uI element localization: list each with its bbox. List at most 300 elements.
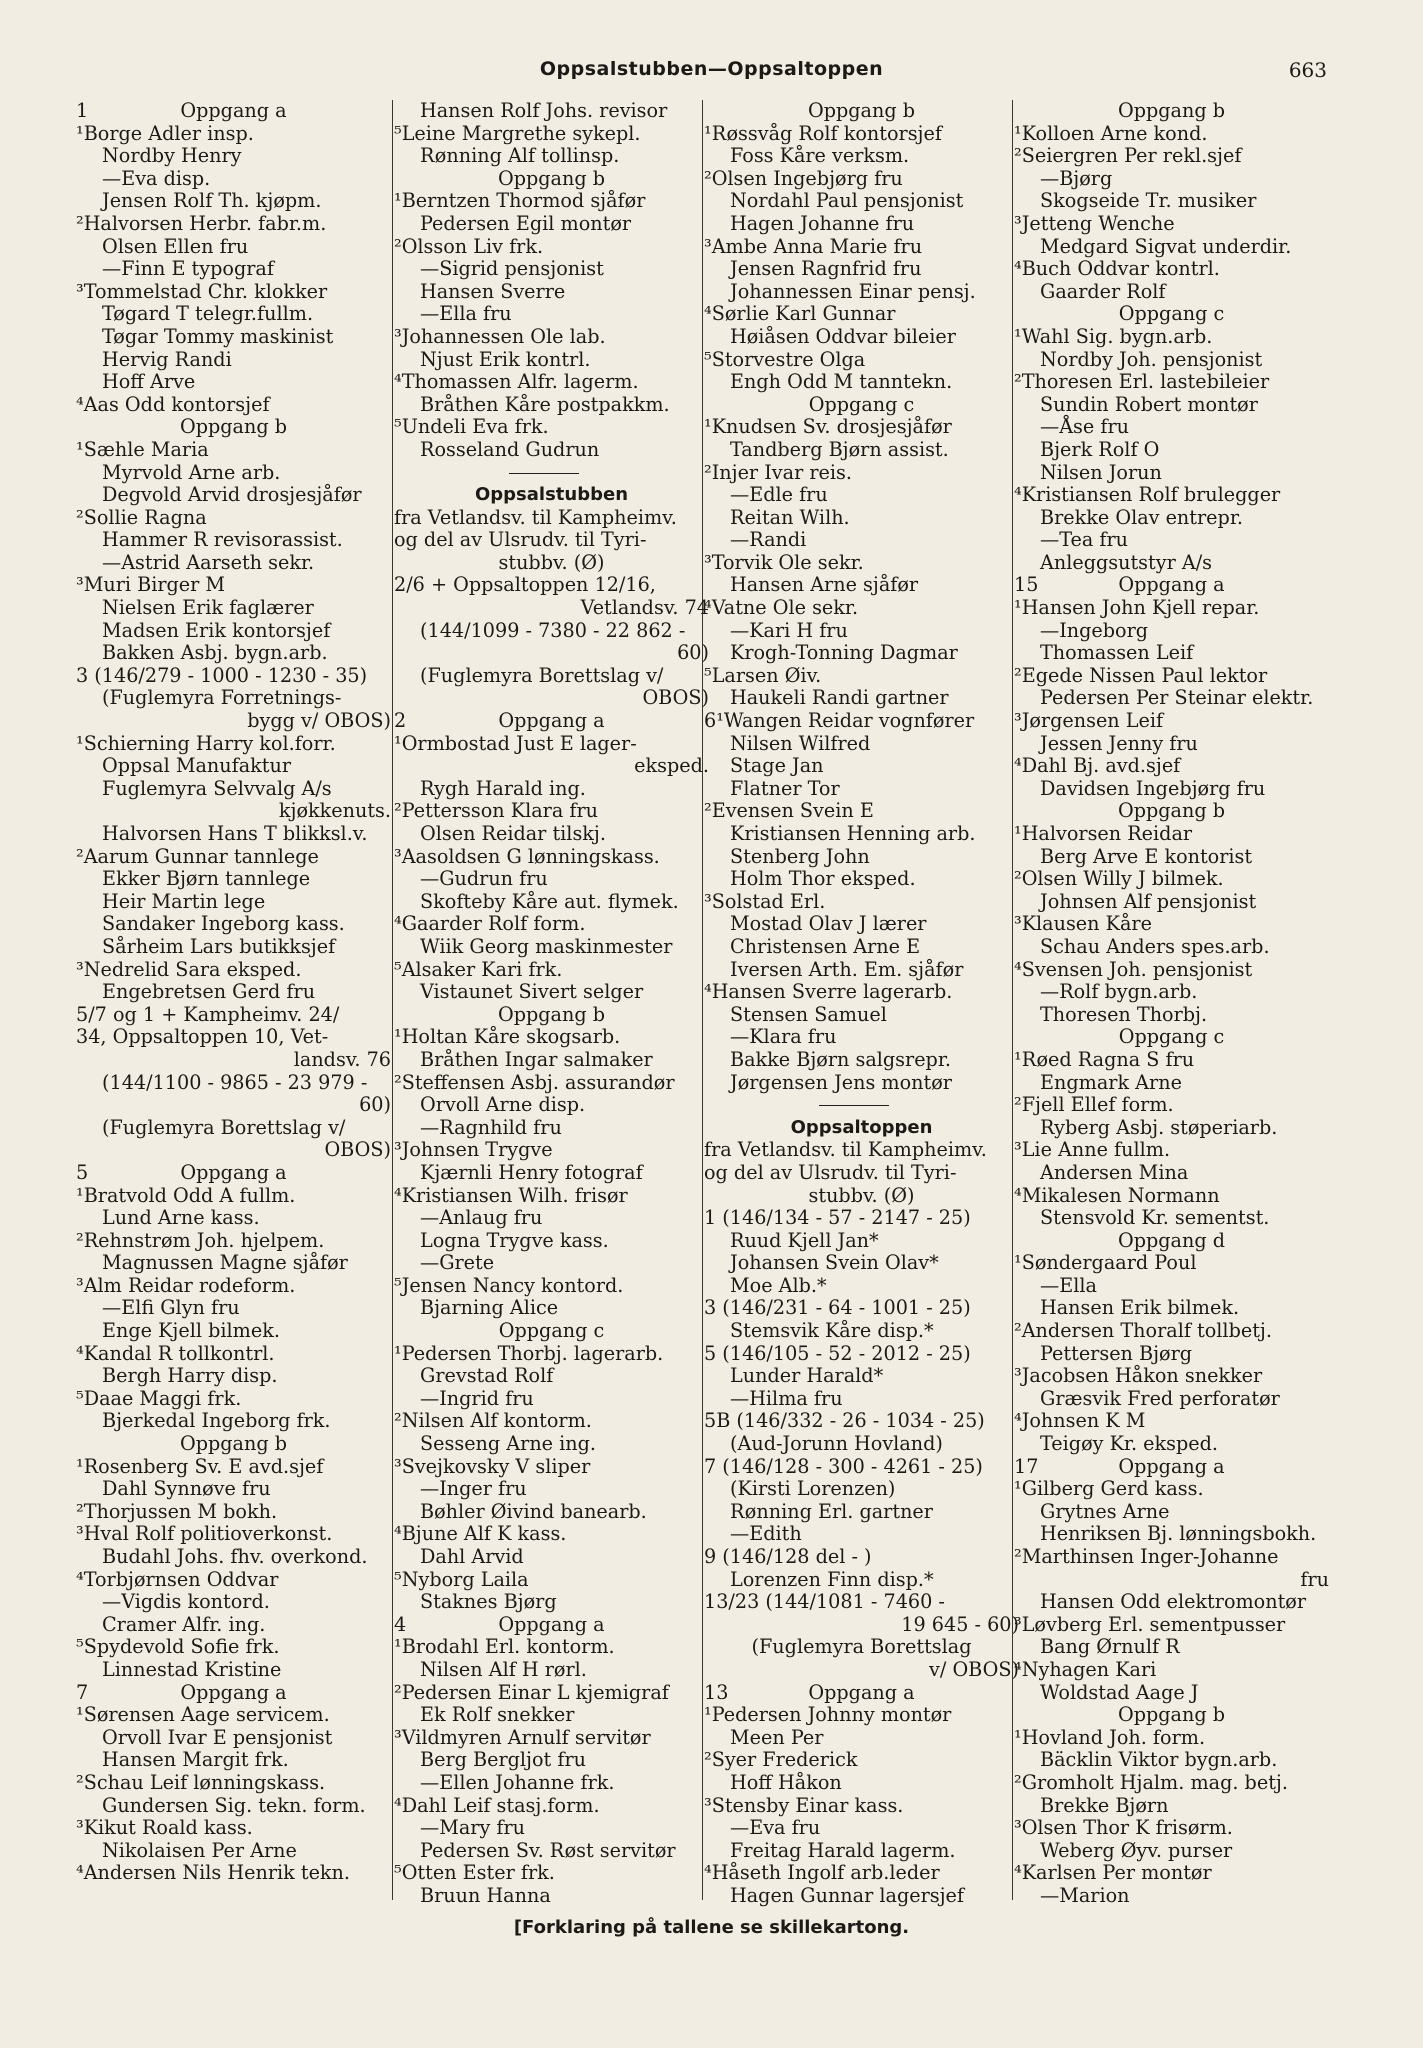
entrance-heading: Oppgang b (497, 166, 606, 190)
directory-entry: ³Stensby Einar kass. (704, 1793, 904, 1817)
directory-entry: Bråthen Ingar salmaker (420, 1047, 653, 1071)
directory-entry: Freitag Harald lagerm. (730, 1838, 956, 1862)
directory-entry: Tøgard T telegr.fullm. (102, 302, 314, 326)
directory-entry: ¹Røssvåg Rolf kontorsjef (704, 121, 942, 145)
directory-column-1 (76, 100, 391, 1900)
directory-entry: ²Olsen Ingebjørg fru (704, 166, 903, 190)
directory-entry: ⁴Hansen Sverre lagerarb. (704, 980, 953, 1004)
house-entrance-heading: 2 Oppgang a (394, 709, 605, 733)
entrance-heading: Oppgang b (807, 99, 916, 122)
directory-entry: ³Ambe Anna Marie fru (704, 234, 923, 258)
directory-entry: Rønning Erl. gartner (730, 1499, 933, 1523)
directory-entry: ³Johannessen Ole lab. (394, 324, 606, 348)
directory-entry: ⁵Jensen Nancy kontord. (394, 1273, 624, 1297)
directory-entry: ²Fjell Ellef form. (1014, 1093, 1174, 1117)
directory-entry: Pedersen Per Steinar elektr. (1040, 686, 1314, 710)
directory-entry: ⁵Alsaker Kari frk. (394, 957, 563, 981)
directory-entry: ¹Holtan Kåre skogsarb. (394, 1025, 621, 1049)
directory-entry: ²Thoresen Erl. lastebileier (1014, 370, 1270, 394)
directory-entry: ³Lie Anne fullm. (1014, 1138, 1171, 1162)
directory-entry: Logna Trygve kass. (420, 1228, 609, 1252)
directory-entry: —Grete (420, 1251, 495, 1275)
entrance-heading: Oppgang b (497, 1002, 606, 1026)
directory-entry: Hansen Odd elektromontør (1040, 1590, 1307, 1614)
directory-entry: ³Hval Rolf politioverkonst. (76, 1522, 333, 1546)
directory-entry: ⁴Thomassen Alfr. lagerm. (394, 370, 639, 394)
directory-entry: Woldstad Aage J (1040, 1680, 1199, 1704)
directory-entry: 5 (146/105 - 52 - 2012 - 25) (704, 1341, 971, 1365)
directory-entry: ²Aarum Gunnar tannlege (76, 844, 319, 868)
directory-entry: Bäcklin Viktor bygn.arb. (1040, 1748, 1278, 1772)
directory-entry: Anleggsutstyr A/s (1040, 550, 1213, 574)
directory-entry: Brekke Bjørn (1040, 1793, 1169, 1817)
directory-entry: ³Vildmyren Arnulf servitør (394, 1725, 651, 1749)
directory-entry: ³Jetteng Wenche (1014, 211, 1175, 235)
directory-entry: —Finn E typograf (102, 257, 274, 281)
directory-entry: Bakken Asbj. bygn.arb. (102, 641, 328, 665)
running-head: Oppsalstubben—Oppsaltoppen (539, 58, 884, 80)
directory-entry: ¹Schierning Harry kol.forr. (76, 731, 336, 755)
continuation-line: fru (1300, 1567, 1329, 1591)
directory-entry: ¹Røed Ragna S fru (1014, 1047, 1195, 1071)
directory-entry: ⁵Leine Margrethe sykepl. (394, 121, 641, 145)
directory-entry: ⁴Sørlie Karl Gunnar (704, 302, 896, 326)
directory-entry: ⁴Mikalesen Normann (1014, 1183, 1220, 1207)
directory-entry: Pedersen Sv. Røst servitør (420, 1838, 676, 1862)
street-heading: Oppsalstubben (474, 484, 629, 506)
directory-entry: ³Klausen Kåre (1014, 912, 1152, 936)
directory-entry: —Elfi Glyn fru (102, 1296, 240, 1320)
directory-entry: Iversen Arth. Em. sjåfør (730, 957, 964, 981)
directory-entry: Dahl Synnøve fru (102, 1477, 271, 1501)
directory-entry: Hagen Gunnar lagersjef (730, 1883, 965, 1907)
directory-entry: Nordby Joh. pensjonist (1040, 347, 1263, 371)
directory-entry: ¹Hansen John Kjell repar. (1014, 596, 1260, 620)
directory-entry: ⁴Håseth Ingolf arb.leder (704, 1861, 940, 1885)
directory-entry: —Ella fru (420, 302, 512, 326)
directory-entry: ¹Sørensen Aage servicem. (76, 1703, 330, 1727)
house-entrance-heading: 15 Oppgang a (1014, 573, 1225, 597)
directory-entry: (Kirsti Lorenzen) (730, 1477, 896, 1501)
directory-entry: ³Solstad Erl. (704, 889, 826, 913)
directory-entry: ⁴Torbjørnsen Oddvar (76, 1567, 279, 1591)
directory-entry: Thomassen Leif (1040, 641, 1194, 665)
directory-entry: Gaarder Rolf (1040, 279, 1166, 303)
directory-entry: Oppsal Manufaktur (102, 754, 292, 778)
directory-entry: ¹Berntzen Thormod sjåfør (394, 189, 646, 213)
directory-entry: ²Halvorsen Herbr. fabr.m. (76, 211, 327, 235)
directory-entry: ²Pettersson Klara fru (394, 799, 598, 823)
entrance-heading: Oppgang c (498, 1319, 605, 1343)
directory-entry: ²Sollie Ragna (76, 505, 207, 529)
directory-entry: ⁵Nyborg Laila (394, 1567, 529, 1591)
directory-entry: —Bjørg (1040, 166, 1113, 190)
entrance-heading: Oppgang c (1118, 302, 1225, 326)
directory-entry: ²Marthinsen Inger-Johanne (1014, 1545, 1279, 1568)
directory-entry: Nordahl Paul pensjonist (730, 189, 964, 213)
directory-entry: ²Andersen Thoralf tollbetj. (1014, 1319, 1272, 1343)
directory-entry: ⁴Dahl Bj. avd.sjef (1014, 754, 1181, 778)
directory-entry: ⁵Undeli Eva frk. (394, 415, 549, 439)
directory-entry: —Sigrid pensjonist (420, 257, 604, 281)
directory-entry: 34, Oppsaltoppen 10, Vet- (76, 1025, 329, 1049)
directory-entry: Orvoll Ivar E pensjonist (102, 1725, 333, 1749)
directory-entry: ¹Ormbostad Just E lager- (394, 731, 637, 755)
directory-entry: Jessen Jenny fru (1040, 731, 1198, 755)
directory-entry: ¹Pedersen Thorbj. lagerarb. (394, 1341, 664, 1365)
directory-entry: (144/1099 - 7380 - 22 862 - (420, 618, 686, 642)
directory-entry: ²Gromholt Hjalm. mag. betj. (1014, 1770, 1288, 1794)
directory-column-3 (704, 99, 1019, 1907)
directory-entry: ³Aasoldsen G lønningskass. (394, 844, 660, 868)
directory-entry: Moe Alb.* (730, 1273, 827, 1297)
section-separator (394, 462, 709, 485)
directory-entry: Sårheim Lars butikksjef (102, 934, 336, 958)
directory-entry: Brekke Olav entrepr. (1040, 505, 1243, 529)
directory-entry: Sesseng Arne ing. (420, 1432, 597, 1456)
directory-entry: Johannessen Einar pensj. (730, 279, 976, 303)
directory-entry: ¹Sæhle Maria (76, 437, 209, 461)
directory-entry: Magnussen Magne sjåfør (102, 1251, 348, 1275)
directory-entry: og del av Ulsrudv. til Tyri- (394, 528, 647, 552)
directory-entry: Johnsen Alf pensjonist (1040, 889, 1257, 913)
directory-entry: Berg Arve E kontorist (1040, 844, 1253, 868)
directory-entry: Pettersen Bjørg (1040, 1341, 1193, 1365)
directory-entry: —Ella (1040, 1273, 1097, 1297)
directory-entry: ³Jacobsen Håkon snekker (1014, 1364, 1263, 1388)
directory-entry: —Randi (730, 528, 807, 552)
directory-entry: ²Schau Leif lønningskass. (76, 1770, 326, 1794)
directory-entry: —Klara fru (730, 1025, 837, 1049)
directory-entry: ⁵Larsen Øiv. (704, 663, 822, 687)
directory-entry: Gundersen Sig. tekn. form. (102, 1793, 366, 1817)
directory-entry: Budahl Johs. fhv. overkond. (102, 1545, 368, 1568)
directory-entry: Tøgar Tommy maskinist (102, 324, 334, 348)
directory-entry: —Rolf bygn.arb. (1040, 980, 1198, 1004)
directory-entry: ²Olsen Willy J bilmek. (1014, 867, 1224, 891)
directory-entry: —Marion (1040, 1883, 1130, 1907)
house-entrance-heading: 5 Oppgang a (76, 1160, 287, 1184)
directory-entry: ⁴Karlsen Per montør (1014, 1861, 1212, 1885)
directory-entry: ³Tommelstad Chr. klokker (76, 279, 328, 303)
directory-entry: Tandberg Bjørn assist. (730, 437, 949, 461)
directory-entry: Stensen Samuel (730, 1002, 887, 1026)
directory-entry: Henriksen Bj. lønningsbokh. (1040, 1522, 1317, 1546)
directory-entry: ¹Halvorsen Reidar (1014, 822, 1193, 845)
entrance-heading: Oppgang b (179, 1432, 288, 1456)
directory-entry: ¹Borge Adler insp. (76, 121, 254, 145)
directory-entry: Jensen Rolf Th. kjøpm. (102, 189, 322, 213)
directory-entry: Staknes Bjørg (420, 1590, 557, 1614)
directory-entry: 2/6 + Oppsaltoppen 12/16, (394, 573, 656, 597)
house-entrance-heading: 4 Oppgang a (394, 1612, 605, 1636)
continuation-line: eksped. (634, 754, 709, 778)
directory-entry: 5B (146/332 - 26 - 1034 - 25) (704, 1409, 985, 1433)
directory-entry: Bruun Hanna (420, 1883, 551, 1907)
entrance-heading: Oppgang d (1117, 1228, 1226, 1252)
directory-entry: Cramer Alfr. ing. (102, 1612, 266, 1636)
directory-entry: ¹Gilberg Gerd kass. (1014, 1477, 1204, 1501)
directory-entry: —Hilma fru (730, 1386, 843, 1410)
directory-entry: Berg Bergljot fru (420, 1748, 586, 1772)
directory-entry: Stage Jan (730, 754, 824, 778)
directory-entry: Foss Kåre verksm. (730, 144, 910, 168)
directory-entry: 7 (146/128 - 300 - 4261 - 25) (704, 1454, 983, 1478)
directory-entry: ²Thorjussen M bokh. (76, 1499, 278, 1523)
directory-entry: Olsen Reidar tilskj. (420, 822, 606, 845)
directory-entry: Bjarning Alice (420, 1296, 559, 1320)
directory-entry: ⁴Andersen Nils Henrik tekn. (76, 1861, 351, 1885)
directory-entry: Degvold Arvid drosjesjåfør (102, 483, 362, 507)
directory-entry: ⁴Bjune Alf K kass. (394, 1522, 567, 1546)
continuation-line: OBOS) (642, 686, 709, 710)
directory-columns (76, 99, 1334, 1907)
directory-entry: ¹Søndergaard Poul (1014, 1251, 1197, 1275)
directory-entry: ³Torvik Ole sekr. (704, 550, 864, 574)
directory-entry: —Astrid Aarseth sekr. (102, 550, 315, 574)
directory-entry: —Ingrid fru (420, 1386, 534, 1410)
directory-entry: Lunder Harald* (730, 1364, 884, 1388)
directory-entry: Teigøy Kr. eksped. (1040, 1432, 1219, 1456)
directory-entry: —Mary fru (420, 1816, 526, 1840)
directory-entry: —Vigdis kontord. (102, 1590, 270, 1614)
directory-entry: Grevstad Rolf (420, 1364, 554, 1388)
continuation-line: 60) (359, 1093, 391, 1117)
directory-entry: Bøhler Øivind banearb. (420, 1499, 647, 1523)
entrance-heading: Oppgang b (1117, 799, 1226, 823)
house-entrance-heading: 1 Oppgang a (76, 99, 287, 122)
entrance-heading: Oppgang b (1117, 99, 1226, 122)
directory-entry: ²Olsson Liv frk. (394, 234, 544, 258)
directory-entry: —Tea fru (1040, 528, 1129, 552)
directory-entry: Weberg Øyv. purser (1040, 1838, 1233, 1862)
directory-entry: Nikolaisen Per Arne (102, 1838, 297, 1862)
directory-entry: Mostad Olav J lærer (730, 912, 927, 936)
directory-entry: og del av Ulsrudv. til Tyri- (704, 1160, 957, 1184)
directory-entry: Njust Erik kontrl. (420, 347, 591, 371)
directory-entry: 13/23 (144/1081 - 7460 - (704, 1590, 945, 1614)
continuation-line: bygg v/ OBOS) (247, 709, 391, 733)
directory-entry: Rosseland Gudrun (420, 437, 600, 461)
directory-entry: Madsen Erik kontorsjef (102, 618, 331, 642)
directory-entry: Engebretsen Gerd fru (102, 980, 316, 1004)
directory-entry: Høiåsen Oddvar bileier (730, 324, 956, 348)
directory-entry: Bang Ørnulf R (1040, 1635, 1180, 1659)
directory-entry: Fuglemyra Selvvalg A/s (102, 776, 332, 800)
directory-entry: ¹Kolloen Arne kond. (1014, 121, 1208, 145)
house-entrance-heading: 17 Oppgang a (1014, 1454, 1225, 1478)
directory-entry: Bjerkedal Ingeborg frk. (102, 1409, 331, 1433)
directory-entry: Jørgensen Jens montør (730, 1070, 952, 1094)
directory-entry: ¹Rosenberg Sv. E avd.sjef (76, 1454, 324, 1478)
directory-entry: Hansen Rolf Johs. revisor (420, 99, 668, 122)
continuation-line: 60) (677, 641, 709, 665)
directory-entry: —Gudrun fru (420, 867, 548, 891)
directory-entry: Ekker Bjørn tannlege (102, 867, 311, 891)
entrance-heading: Oppgang c (1118, 1025, 1225, 1049)
directory-entry: Hammer R revisorassist. (102, 528, 343, 552)
directory-entry: —Edith (730, 1522, 802, 1546)
directory-entry: Haukeli Randi gartner (730, 686, 949, 710)
directory-entry: ²Rehnstrøm Joh. hjelpem. (76, 1228, 325, 1252)
page-header (0, 58, 1423, 88)
directory-entry: Skofteby Kåre aut. flymek. (420, 889, 679, 913)
directory-entry: Schau Anders spes.arb. (1040, 934, 1270, 958)
directory-entry: (Fuglemyra Forretnings- (102, 686, 342, 710)
directory-entry: ⁴Kristiansen Wilh. frisør (394, 1183, 628, 1207)
directory-entry: Engmark Arne (1040, 1070, 1182, 1094)
directory-entry: Myrvold Arne arb. (102, 460, 281, 484)
directory-entry: fra Vetlandsv. til Kampheimv. (704, 1138, 987, 1162)
directory-entry: ⁴Aas Odd kontorsjef (76, 392, 270, 416)
directory-entry: ²Seiergren Per rekl.sjef (1014, 144, 1242, 168)
directory-entry: Hansen Margit frk. (102, 1748, 289, 1772)
directory-entry: ⁴Kristiansen Rolf brulegger (1014, 483, 1281, 507)
directory-entry: ²Pedersen Einar L kjemigraf (394, 1680, 669, 1704)
directory-entry: Ruud Kjell Jan* (730, 1228, 879, 1252)
directory-entry: Ryberg Asbj. støperiarb. (1040, 1115, 1278, 1139)
directory-entry: ¹Knudsen Sv. drosjesjåfør (704, 415, 952, 439)
directory-entry: ⁴Nyhagen Kari (1014, 1657, 1157, 1681)
directory-entry: (Fuglemyra Borettslag v/ (420, 663, 664, 687)
house-entrance-heading: 13 Oppgang a (704, 1680, 915, 1704)
directory-entry: Hoff Håkon (730, 1770, 842, 1794)
directory-entry: Hoff Arve (102, 370, 196, 394)
directory-entry: Thoresen Thorbj. (1040, 1002, 1208, 1026)
continuation-line: v/ OBOS) (929, 1657, 1019, 1681)
directory-entry: ²Injer Ivar reis. (704, 460, 852, 484)
directory-entry: 6¹Wangen Reidar vognfører (704, 709, 975, 733)
directory-entry: Hansen Arne sjåfør (730, 573, 919, 597)
directory-entry: ¹Brodahl Erl. kontorm. (394, 1635, 615, 1659)
directory-entry: (144/1100 - 9865 - 23 979 - (102, 1070, 368, 1094)
directory-entry: ⁴Dahl Leif stasj.form. (394, 1793, 600, 1817)
directory-entry: ⁴Kandal R tollkontrl. (76, 1341, 275, 1365)
directory-entry: Nielsen Erik faglærer (102, 596, 314, 620)
directory-entry: Kristiansen Henning arb. (730, 822, 976, 845)
directory-entry: —Inger fru (420, 1477, 527, 1501)
directory-entry: Kjærnli Henry fotograf (420, 1160, 643, 1184)
directory-entry: 5/7 og 1 + Kampheimv. 24/ (76, 1002, 340, 1026)
directory-entry: ²Egede Nissen Paul lektor (1014, 663, 1268, 687)
directory-entry: Stensvold Kr. sementst. (1040, 1206, 1270, 1230)
directory-entry: Dahl Arvid (420, 1545, 524, 1568)
house-entrance-heading: 7 Oppgang a (76, 1680, 287, 1704)
directory-entry: ³Løvberg Erl. sementpusser (1014, 1612, 1286, 1636)
directory-entry: Rygh Harald ing. (420, 776, 586, 800)
entrance-heading: Oppgang b (1117, 1703, 1226, 1727)
directory-entry: ⁴Johnsen K M (1014, 1409, 1146, 1433)
directory-entry: Heir Martin lege (102, 889, 266, 913)
directory-entry: Stemsvik Kåre disp.* (730, 1319, 934, 1343)
directory-entry: Enge Kjell bilmek. (102, 1319, 280, 1343)
directory-entry: Bergh Harry disp. (102, 1364, 278, 1388)
directory-entry: Andersen Mina (1040, 1160, 1189, 1184)
directory-entry: Sundin Robert montør (1040, 392, 1258, 416)
directory-entry: ³Alm Reidar rodeform. (76, 1273, 296, 1297)
directory-entry: Rønning Alf tollinsp. (420, 144, 620, 168)
directory-entry: Hervig Randi (102, 347, 232, 371)
directory-entry: ⁴Svensen Joh. pensjonist (1014, 957, 1253, 981)
page-number: 663 (1288, 58, 1327, 82)
directory-entry: Nilsen Wilfred (730, 731, 871, 755)
directory-entry: Reitan Wilh. (730, 505, 850, 529)
directory-entry: Lund Arne kass. (102, 1206, 260, 1230)
directory-entry: Nilsen Alf H rørl. (420, 1657, 587, 1681)
directory-entry: Stenberg John (730, 844, 870, 868)
directory-entry: ³Muri Birger M (76, 573, 226, 597)
directory-entry: Krogh-Tonning Dagmar (730, 641, 958, 665)
directory-entry: ³Olsen Thor K frisørm. (1014, 1816, 1233, 1840)
continuation-line: kjøkkenuts. (278, 799, 391, 823)
directory-entry: —Ellen Johanne frk. (420, 1770, 615, 1794)
continuation-line: landsv. 76 (293, 1047, 391, 1071)
directory-entry: —Kari H fru (730, 618, 848, 642)
directory-entry: ³Johnsen Trygve (394, 1138, 553, 1162)
directory-entry: Ek Rolf snekker (420, 1703, 575, 1727)
directory-entry: —Eva disp. (102, 166, 211, 190)
continuation-line: 19 645 - 60) (901, 1612, 1019, 1636)
directory-entry: Orvoll Arne disp. (420, 1093, 586, 1117)
directory-entry: ⁴Buch Oddvar kontrl. (1014, 257, 1220, 281)
directory-entry: ²Nilsen Alf kontorm. (394, 1409, 592, 1433)
directory-entry: ⁵Spydevold Sofie frk. (76, 1635, 280, 1659)
directory-entry: Bjerk Rolf O (1040, 437, 1160, 461)
directory-entry: —Ingeborg (1040, 618, 1149, 642)
directory-entry: Davidsen Ingebjørg fru (1040, 776, 1266, 800)
directory-entry: ²Steffensen Asbj. assurandør (394, 1070, 675, 1094)
directory-entry: Halvorsen Hans T blikksl.v. (102, 822, 368, 845)
directory-column-2 (394, 99, 709, 1907)
continuation-line: stubbv. (Ø) (498, 550, 605, 574)
directory-entry: Johansen Svein Olav* (730, 1251, 939, 1275)
directory-entry: ⁴Vatne Ole sekr. (704, 596, 859, 620)
directory-entry: Skogseide Tr. musiker (1040, 189, 1257, 213)
directory-entry: Medgard Sigvat underdir. (1040, 234, 1292, 258)
directory-entry: Bråthen Kåre postpakkm. (420, 392, 670, 416)
directory-entry: —Edle fru (730, 483, 828, 507)
directory-entry: 1 (146/134 - 57 - 2147 - 25) (704, 1206, 971, 1230)
directory-entry: ³Jørgensen Leif (1014, 709, 1164, 733)
directory-entry: ¹Pedersen Johnny montør (704, 1703, 952, 1727)
continuation-line: (Fuglemyra Borettslag (751, 1635, 972, 1659)
directory-entry: Grytnes Arne (1040, 1499, 1170, 1523)
directory-entry: Nilsen Jorun (1040, 460, 1162, 484)
directory-entry: —Ragnhild fru (420, 1115, 562, 1139)
directory-entry: Lorenzen Finn disp.* (730, 1567, 934, 1591)
directory-entry: ⁵Daae Maggi frk. (76, 1386, 242, 1410)
directory-entry: Jensen Ragnfrid fru (730, 257, 922, 281)
directory-entry: ³Svejkovsky V sliper (394, 1454, 591, 1478)
section-separator (704, 1094, 1019, 1117)
entrance-heading: Oppgang c (808, 392, 915, 416)
directory-entry: 3 (146/231 - 64 - 1001 - 25) (704, 1296, 971, 1320)
directory-entry: 9 (146/128 del - ) (704, 1545, 872, 1568)
directory-entry: Nordby Henry (102, 144, 242, 168)
directory-entry: ¹Hovland Joh. form. (1014, 1725, 1206, 1749)
directory-entry: Wiik Georg maskinmester (420, 934, 673, 958)
directory-entry: ¹Bratvold Odd A fullm. (76, 1183, 296, 1207)
directory-entry: Pedersen Egil montør (420, 211, 632, 235)
directory-entry: ⁴Gaarder Rolf form. (394, 912, 586, 936)
directory-entry: —Eva fru (730, 1816, 821, 1840)
directory-entry: (Fuglemyra Borettslag v/ (102, 1115, 346, 1139)
directory-entry: Engh Odd M tanntekn. (730, 370, 953, 394)
continuation-line: Vetlandsv. 74 (580, 596, 709, 620)
street-heading: Oppsaltoppen (790, 1116, 933, 1138)
directory-entry: (Aud-Jorunn Hovland) (730, 1432, 943, 1456)
continuation-line: OBOS) (324, 1138, 391, 1162)
